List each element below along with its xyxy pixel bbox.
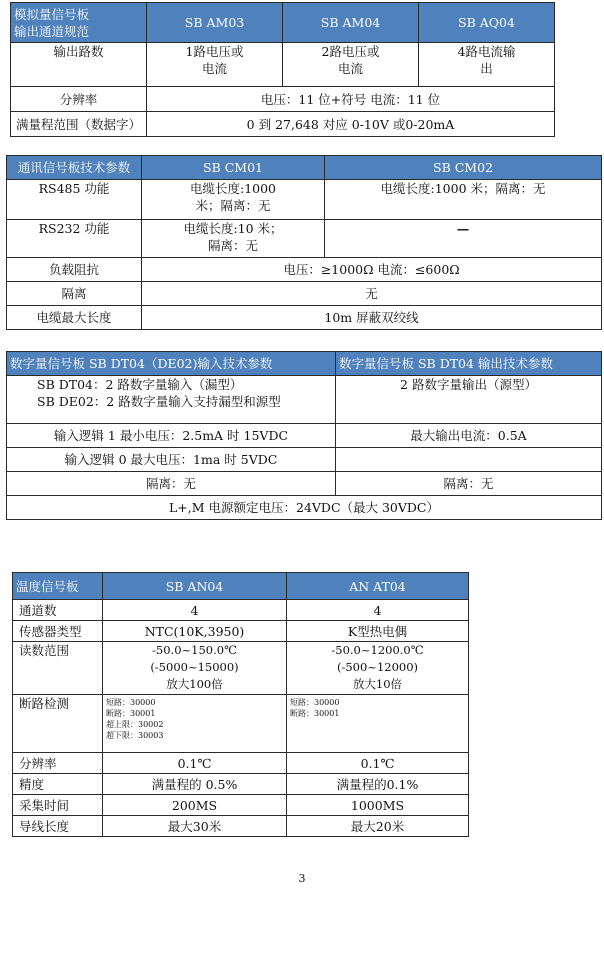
t1-row-label: 满量程范围（数据字） (11, 112, 147, 137)
t4-cell: 4 (103, 600, 287, 621)
t3-cell: 输入逻辑 1 最小电压：2.5mA 时 15VDC (7, 424, 336, 448)
t4-row-label: 分辨率 (13, 753, 103, 774)
t2-cell-dash: — (325, 220, 602, 258)
t3-cell: 隔离：无 (336, 472, 602, 496)
t4-cell: 最大30米 (103, 816, 287, 837)
t4-cell: 0.1℃ (287, 753, 469, 774)
t2-cell: 无 (142, 282, 602, 306)
t4-header-title: 温度信号板 (13, 573, 103, 600)
t4-cell: 0.1℃ (103, 753, 287, 774)
t4-row-label: 读数范围 (13, 642, 103, 695)
t4-cell-small: 短路：30000 断路：30001 (287, 695, 469, 753)
t4-header-sb-an04: SB AN04 (103, 573, 287, 600)
t3-cell: 最大输出电流：0.5A (336, 424, 602, 448)
t1-cell: 4路电流输 出 (419, 43, 555, 87)
t2-cell: 电缆长度:1000 米；隔离：无 (325, 180, 602, 220)
t1-cell: 1路电压或 电流 (147, 43, 283, 87)
analog-output-spec-table (10, 2, 555, 137)
t4-cell: NTC(10K,3950) (103, 621, 287, 642)
t4-cell: 最大20米 (287, 816, 469, 837)
comm-spec-table (6, 155, 602, 330)
t3-header-output: 数字量信号板 SB DT04 输出技术参数 (336, 352, 602, 376)
page-number: 3 (298, 872, 306, 885)
t3-cell: 输入逻辑 0 最大电压：1ma 时 5VDC (7, 448, 336, 472)
t2-cell: 电缆长度:10 米； 隔离：无 (142, 220, 325, 258)
t4-cell: 满量程的0.1% (287, 774, 469, 795)
t4-cell: 200MS (103, 795, 287, 816)
digital-io-spec-table (6, 351, 602, 520)
t4-cell: 满量程的 0.5% (103, 774, 287, 795)
t1-row-label: 输出路数 (11, 43, 147, 87)
t1-header-sb-am04: SB AM04 (283, 3, 419, 43)
t2-header-sb-cm01: SB CM01 (142, 156, 325, 180)
t4-cell: -50.0~150.0℃ (-5000~15000) 放大100倍 (103, 642, 287, 695)
t2-header-title: 通讯信号板技术参数 (7, 156, 142, 180)
t2-cell: 电缆长度:1000 米；隔离：无 (142, 180, 325, 220)
t4-cell: K型热电偶 (287, 621, 469, 642)
t2-row-label: 负载阻抗 (7, 258, 142, 282)
t4-row-label: 通道数 (13, 600, 103, 621)
t4-cell: -50.0~1200.0℃ (-500~12000) 放大10倍 (287, 642, 469, 695)
t1-cell: 2路电压或 电流 (283, 43, 419, 87)
t4-row-label: 断路检测 (13, 695, 103, 753)
t4-row-label: 采集时间 (13, 795, 103, 816)
t4-row-label: 导线长度 (13, 816, 103, 837)
t3-cell: SB DT04：2 路数字量输入（漏型） SB DE02：2 路数字量输入支持漏型和源型 (7, 376, 336, 424)
t3-cell: 2 路数字量输出（源型） (336, 376, 602, 424)
t4-cell: 1000MS (287, 795, 469, 816)
t1-header-title: 模拟量信号板 输出通道规范 (11, 3, 147, 43)
t4-cell-small: 短路：30000 断路：30001 超上限：30002 超下限：30003 (103, 695, 287, 753)
t3-cell: 隔离：无 (7, 472, 336, 496)
t2-row-label: RS485 功能 (7, 180, 142, 220)
temperature-spec-table (12, 572, 469, 837)
t4-row-label: 传感器类型 (13, 621, 103, 642)
t1-header-sb-aq04: SB AQ04 (419, 3, 555, 43)
t1-cell: 电压：11 位+符号 电流：11 位 (147, 87, 555, 112)
t1-cell: 0 到 27,648 对应 0-10V 或0-20mA (147, 112, 555, 137)
t4-cell: 4 (287, 600, 469, 621)
t2-cell: 10m 屏蔽双绞线 (142, 306, 602, 330)
t3-cell-empty (336, 448, 602, 472)
t3-cell-power: L+,M 电源额定电压：24VDC（最大 30VDC） (7, 496, 602, 520)
t2-row-label: 电缆最大长度 (7, 306, 142, 330)
t2-row-label: RS232 功能 (7, 220, 142, 258)
t2-cell: 电压：≥1000Ω 电流：≤600Ω (142, 258, 602, 282)
t3-header-input: 数字量信号板 SB DT04（DE02)输入技术参数 (7, 352, 336, 376)
t2-header-sb-cm02: SB CM02 (325, 156, 602, 180)
t4-header-an-at04: AN AT04 (287, 573, 469, 600)
t2-row-label: 隔离 (7, 282, 142, 306)
t1-header-sb-am03: SB AM03 (147, 3, 283, 43)
t4-row-label: 精度 (13, 774, 103, 795)
t1-row-label: 分辨率 (11, 87, 147, 112)
